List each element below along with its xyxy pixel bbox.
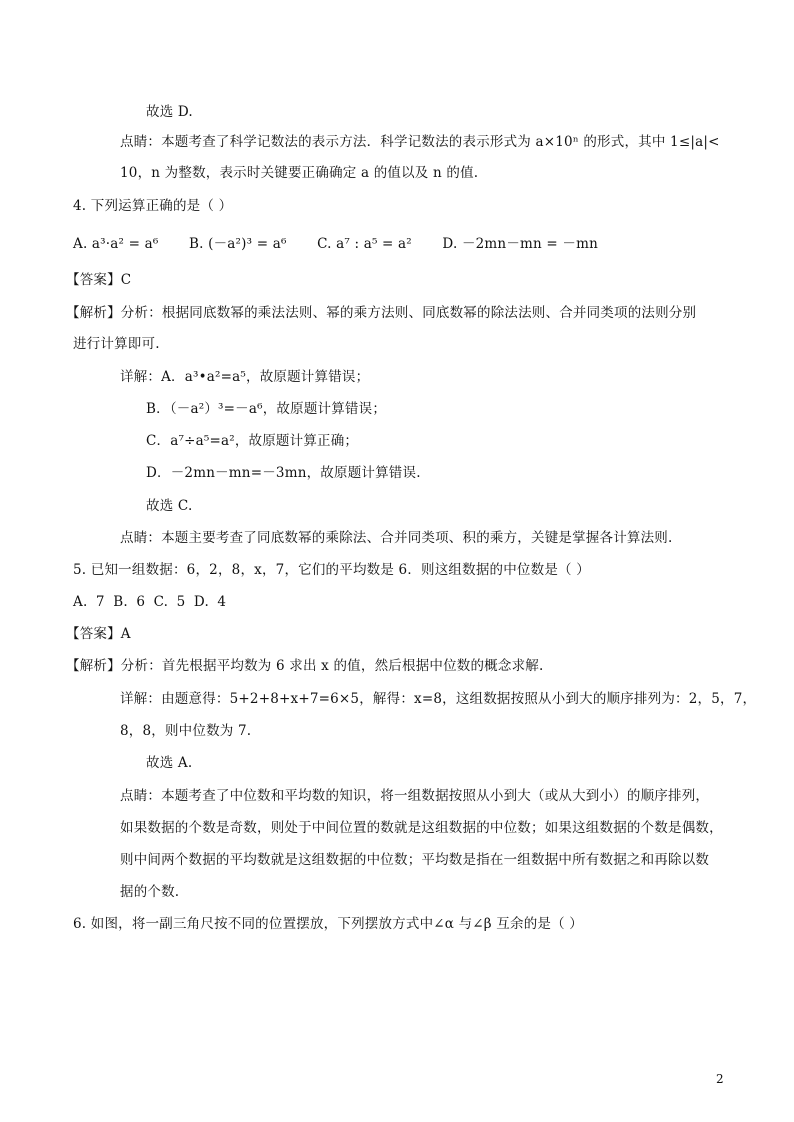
comment-line-cont: 据的个数.: [120, 884, 180, 900]
answer-label: 【答案】A: [66, 626, 131, 642]
detail-c: C．a⁷÷a⁵=a²，故原题计算正确；: [146, 433, 359, 449]
option-d: D. －2mn－mn = －mn: [442, 236, 599, 252]
comment-line: 点睛：本题考查了科学记数法的表示方法．科学记数法的表示形式为 a×10ⁿ 的形式，其中 1≤|a|<: [120, 134, 720, 150]
analysis-line: 【解析】分析：根据同底数幂的乘法法则、幂的乘方法则、同底数幂的除法法则、合并同类项的法则分别: [66, 305, 697, 321]
conclusion-line: 故选 C.: [146, 498, 193, 514]
comment-line: 点睛：本题考查了中位数和平均数的知识，将一组数据按照从小到大（或从大到小）的顺序排列，: [120, 788, 710, 804]
conclusion-line: 故选 A.: [146, 755, 193, 771]
comment-line-cont: 则中间两个数据的平均数就是这组数据的中位数；平均数是指在一组数据中所有数据之和再除以数: [120, 852, 710, 868]
question-6-stem: 6. 如图，将一副三角尺按不同的位置摆放，下列摆放方式中∠α 与∠β 互余的是（ ）: [73, 916, 583, 932]
question-5-stem: 5. 已知一组数据：6，2，8，x，7，它们的平均数是 6．则这组数据的中位数是（ ）: [73, 562, 590, 578]
question-4-options: [73, 235, 624, 253]
answer-label: 【答案】C: [66, 272, 132, 288]
comment-line-cont: 10，n 为整数，表示时关键要正确确定 a 的值以及 n 的值.: [120, 165, 479, 181]
comment-line-cont: 如果数据的个数是奇数，则处于中间位置的数就是这组数据的中位数；如果这组数据的个数是偶数，: [120, 820, 723, 836]
comment-line: 点睛：本题主要考查了同底数幂的乘除法、合并同类项、积的乘方，关键是掌握各计算法则.: [120, 530, 673, 546]
page-number: 2: [716, 1072, 724, 1086]
detail-a: 详解：A．a³•a²=a⁵，故原题计算错误；: [120, 369, 370, 385]
detail-line: 详解：由题意得：5+2+8+x+7=6×5，解得：x=8，这组数据按照从小到大的顺序排列为：2，5，7，: [120, 691, 757, 707]
option-b: B. (－a²)³ = a⁶: [189, 236, 287, 252]
question-5-options: A. 7 B. 6 C. 5 D. 4: [73, 594, 227, 610]
option-a: A. a³·a² = a⁶: [73, 236, 159, 252]
option-c: C. a⁷ : a⁵ = a²: [317, 236, 412, 252]
analysis-line: 【解析】分析：首先根据平均数为 6 求出 x 的值，然后根据中位数的概念求解.: [66, 658, 544, 674]
conclusion-line: 故选 D.: [146, 104, 193, 120]
detail-line-cont: 8，8，则中位数为 7.: [120, 723, 252, 739]
detail-b: B．（－a²）³=－a⁶，故原题计算错误；: [146, 401, 387, 417]
detail-d: D．－2mn－mn=－3mn，故原题计算错误.: [146, 465, 421, 481]
question-4-stem: 4. 下列运算正确的是（ ）: [73, 198, 233, 214]
analysis-line-cont: 进行计算即可.: [73, 336, 160, 352]
